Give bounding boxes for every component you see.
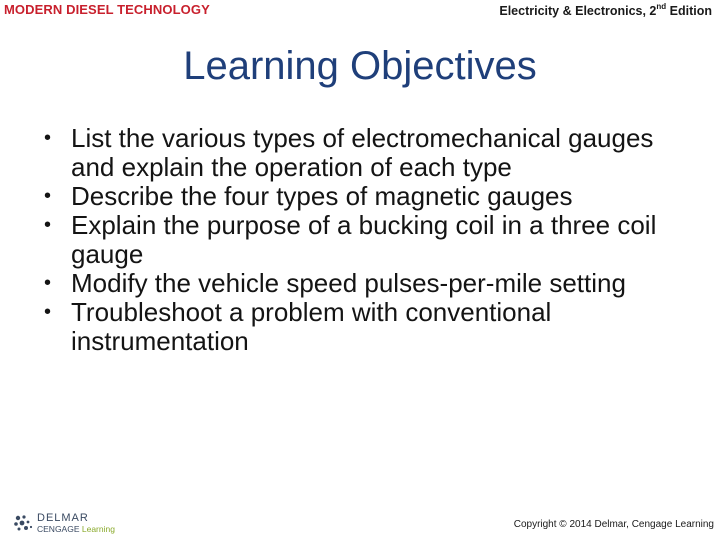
logo-name-delmar: DELMAR bbox=[37, 512, 89, 524]
objective-item bbox=[44, 124, 684, 182]
objective-item bbox=[44, 182, 684, 211]
header-book-title: MODERN DIESEL TECHNOLOGY bbox=[4, 2, 210, 17]
objective-text: Describe the four types of magnetic gauges bbox=[71, 181, 573, 211]
bullet-icon: • bbox=[44, 301, 52, 323]
bullet-icon: • bbox=[44, 185, 52, 207]
objective-text: Modify the vehicle speed pulses-per-mile setting bbox=[71, 268, 626, 298]
delmar-logo-icon bbox=[12, 512, 34, 534]
logo-name-cengage bbox=[37, 524, 115, 534]
header-edition-title bbox=[499, 3, 712, 18]
copyright-notice: Copyright © 2014 Delmar, Cengage Learning bbox=[513, 519, 714, 530]
objective-text: Explain the purpose of a bucking coil in a three coil gauge bbox=[71, 210, 657, 269]
logo-cengage-text: CENGAGE bbox=[37, 524, 82, 534]
delmar-cengage-logo bbox=[12, 510, 122, 536]
edition-title-main: Electricity & Electronics, 2 bbox=[499, 4, 657, 19]
objective-item bbox=[44, 211, 684, 269]
slide-title: Learning Objectives bbox=[183, 44, 537, 88]
objective-text: List the various types of electromechanical gauges and explain the operation of each type bbox=[71, 123, 654, 182]
bullet-icon: • bbox=[44, 214, 52, 236]
edition-ordinal-suffix: nd bbox=[656, 2, 667, 11]
logo-learning-text: Learning bbox=[81, 524, 115, 534]
objective-text: Troubleshoot a problem with conventional instrumentation bbox=[71, 297, 552, 356]
edition-title-tail: Edition bbox=[666, 4, 712, 19]
objective-item bbox=[44, 298, 684, 356]
objective-item bbox=[44, 269, 684, 298]
bullet-icon: • bbox=[44, 272, 52, 294]
objectives-list bbox=[44, 124, 684, 356]
bullet-icon: • bbox=[44, 127, 52, 149]
